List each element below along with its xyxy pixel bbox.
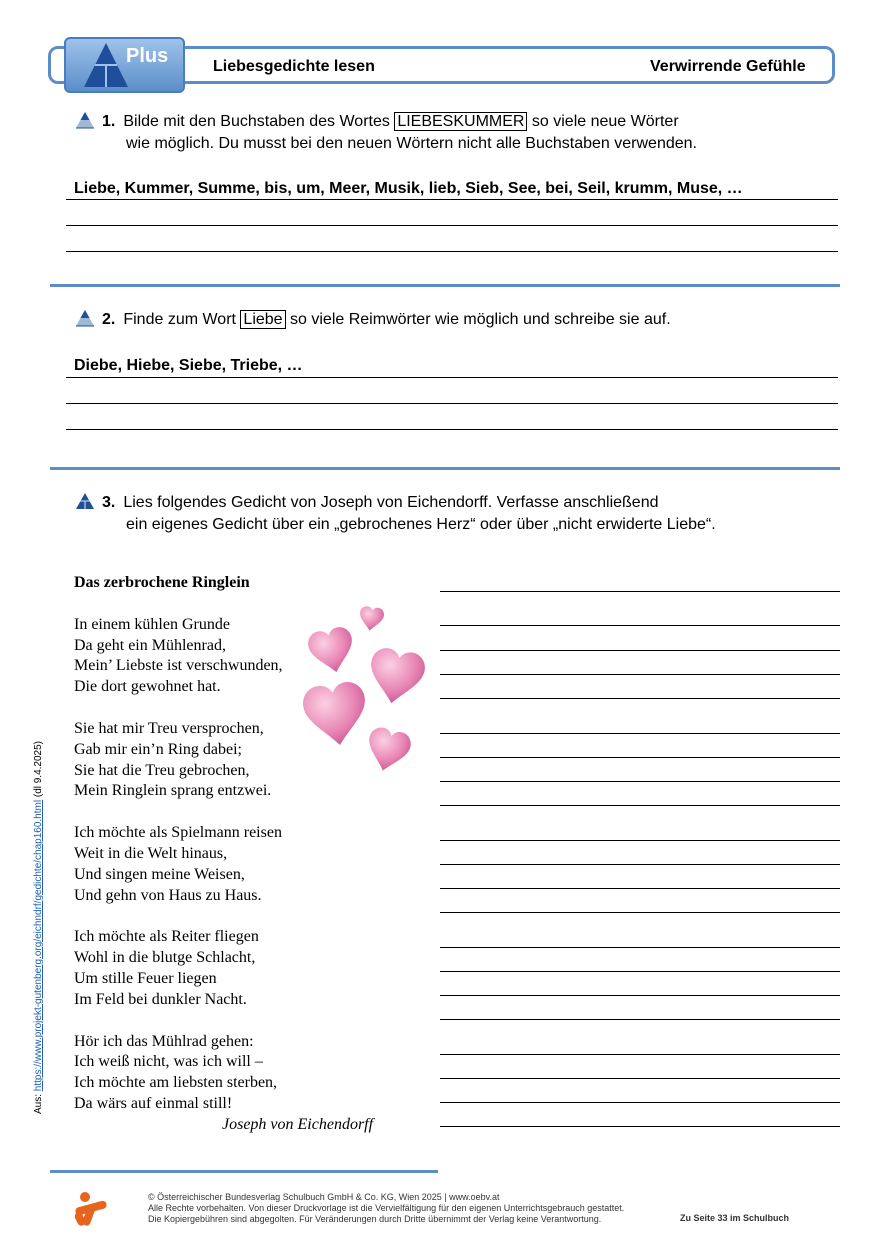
task-text: Finde zum Wort [123, 311, 236, 328]
writing-line [440, 888, 840, 889]
writing-line [440, 995, 840, 996]
answer-line [66, 225, 838, 226]
writing-line [440, 591, 840, 592]
task-1-instructions [102, 111, 697, 155]
answer-line [66, 199, 838, 200]
difficulty-triangle-icon [75, 492, 95, 510]
writing-line [440, 698, 840, 699]
poem-line: Und gehn von Haus zu Haus. [74, 886, 262, 904]
footer-line: Alle Rechte vorbehalten. Von dieser Druckvorlage ist die Vervielfältigung für den eigenen Unterrichtsgebrauch gestattet. [148, 1203, 625, 1213]
task-2-answer: Diebe, Hiebe, Siebe, Triebe, … [74, 357, 303, 374]
hearts-illustration [298, 600, 430, 772]
heart-icon [363, 725, 414, 772]
poem-stanza [74, 927, 373, 1010]
poem-line: Ich möchte als Reiter fliegen [74, 928, 259, 946]
poem-line: Hör ich das Mühlrad gehen: [74, 1032, 254, 1050]
poem-line: Da geht ein Mühlenrad, [74, 636, 226, 654]
task-3-instructions [102, 492, 716, 536]
poem-line: Ich möchte als Spielmann reisen [74, 824, 282, 842]
poem-title: Das zerbrochene Ringlein [74, 574, 250, 591]
task-1-answer: Liebe, Kummer, Summe, bis, um, Meer, Musik, lieb, Sieb, See, bei, Seil, krumm, Muse, … [74, 180, 743, 197]
task-text: Lies folgendes Gedicht von Joseph von Eichendorff. Verfasse anschließend [123, 494, 659, 511]
source-link[interactable]: https://www.projekt-gutenberg.org/eichndrf/gedichte/chap160.html [33, 799, 44, 1092]
task-number: 3. [102, 494, 116, 511]
poem-line: Ich möchte am liebsten sterben, [74, 1074, 278, 1092]
poem-line: Ich weiß nicht, was ich will – [74, 1053, 263, 1071]
writing-line [440, 864, 840, 865]
footer-line: Die Kopiergebühren sind abgegolten. Für Veränderungen durch Dritte übernimmt der Verlag keine Verantwortung. [148, 1214, 602, 1224]
writing-line [440, 625, 840, 626]
poem-line: Weit in die Welt hinaus, [74, 844, 228, 862]
writing-line [440, 674, 840, 675]
writing-line [440, 971, 840, 972]
writing-line [440, 1078, 840, 1079]
worksheet-topic: Liebesgedichte lesen [213, 58, 375, 75]
writing-line [440, 805, 840, 806]
difficulty-triangle-icon [75, 309, 95, 327]
poem-line: Im Feld bei dunkler Nacht. [74, 990, 247, 1008]
answer-line [66, 403, 838, 404]
task-text-line2: ein eigenes Gedicht über ein „gebrochenes Herz“ oder über „nicht erwiderte Liebe“. [126, 516, 716, 533]
poem-stanza [74, 823, 373, 906]
writing-line [440, 1102, 840, 1103]
poem-line: Um stille Feuer liegen [74, 969, 217, 987]
task-text: Bilde mit den Buchstaben des Wortes [123, 113, 390, 130]
source-note [33, 714, 44, 1114]
logo-text: Plus [126, 45, 169, 67]
boxed-word: LIEBESKUMMER [394, 112, 527, 131]
writing-line [440, 1126, 840, 1127]
poem-line: Mein Ringlein sprang entzwei. [74, 782, 272, 800]
poem-line: Sie hat mir Treu versprochen, [74, 719, 264, 737]
poem-line: Da wärs auf einmal still! [74, 1094, 233, 1112]
task-text: so viele neue Wörter [531, 113, 679, 130]
task-number: 1. [102, 113, 116, 130]
writing-line [440, 650, 840, 651]
footer-line: © Österreichischer Bundesverlag Schulbuch GmbH & Co. KG, Wien 2025 | www.oebv.at [148, 1192, 500, 1202]
source-date: (dl 9.4.2025) [33, 740, 44, 798]
task-number: 2. [102, 311, 116, 328]
writing-line [440, 947, 840, 948]
heart-icon [358, 605, 385, 632]
footer-divider [50, 1170, 438, 1173]
poem-line: Und singen meine Weisen, [74, 865, 245, 883]
poem-stanza [74, 1032, 373, 1115]
poem-line: Die dort gewohnet hat. [74, 678, 221, 696]
heart-icon [301, 680, 371, 750]
poem-line: Sie hat die Treu gebrochen, [74, 761, 250, 779]
poem-line: Gab mir ein’n Ring dabei; [74, 740, 242, 758]
poem-line: In einem kühlen Grunde [74, 615, 230, 633]
task-2-instructions [102, 309, 671, 331]
writing-line [440, 733, 840, 734]
publisher-logo-icon [72, 1190, 110, 1228]
boxed-word: Liebe [240, 310, 285, 329]
section-divider [50, 284, 840, 287]
page-reference: Zu Seite 33 im Schulbuch [680, 1213, 790, 1223]
writing-line [440, 840, 840, 841]
heart-icon [306, 625, 358, 677]
poem-author: Joseph von Eichendorff [222, 1115, 374, 1133]
worksheet-subtopic: Verwirrende Gefühle [650, 58, 806, 75]
footer-copyright [148, 1192, 624, 1225]
task-text-line2: wie möglich. Du musst bei den neuen Wörtern nicht alle Buchstaben verwenden. [126, 135, 697, 152]
writing-line [440, 1019, 840, 1020]
writing-line [440, 781, 840, 782]
source-prefix: Aus: [33, 1093, 44, 1114]
writing-line [440, 1054, 840, 1055]
answer-line [66, 429, 838, 430]
answer-line [66, 377, 838, 378]
poem-line: Wohl in die blutge Schlacht, [74, 949, 256, 967]
writing-line [440, 757, 840, 758]
task-text: so viele Reimwörter wie möglich und schreibe sie auf. [290, 311, 671, 328]
writing-line [440, 912, 840, 913]
poem-line: Mein’ Liebste ist verschwunden, [74, 657, 283, 675]
difficulty-triangle-icon [75, 111, 95, 129]
answer-line [66, 251, 838, 252]
section-divider [50, 467, 840, 470]
heart-icon [365, 646, 427, 708]
